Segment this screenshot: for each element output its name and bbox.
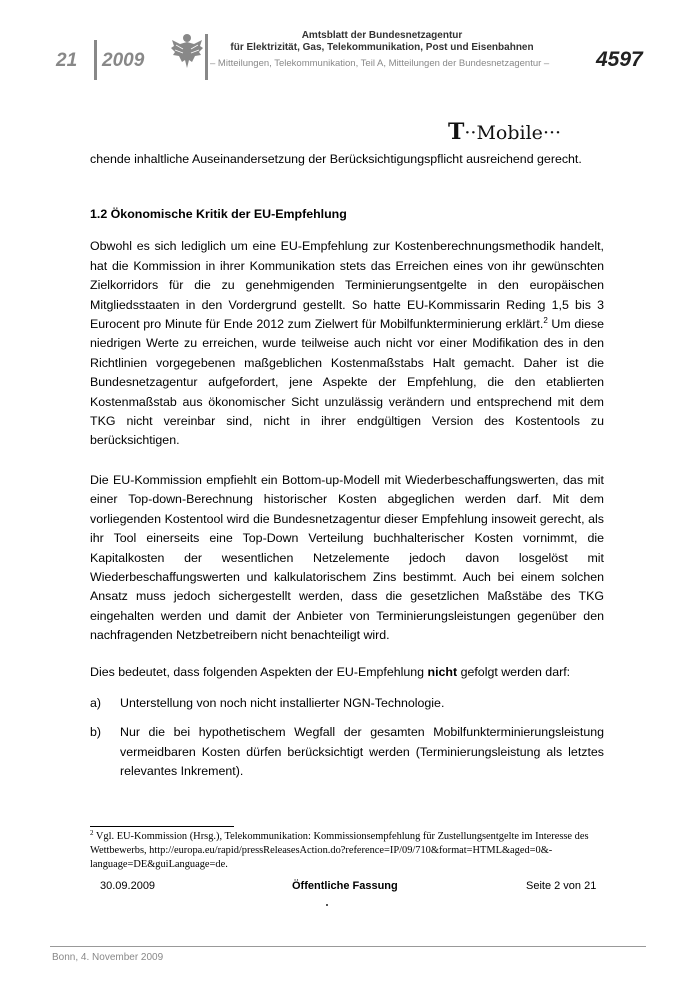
footnote-text: Vgl. EU-Kommission (Hrsg.), Telekommunikation: Kommissionsempfehlung für Zustellungsentgelte im Interesse des Wettbewerbs, http://europa.eu/rapid/pressReleasesAction.do?reference=IP/09/710&format=HTML&aged=0&-language=DE&guiLanguage=de. bbox=[90, 831, 589, 870]
aspect-list bbox=[90, 694, 604, 782]
footer-date: 30.09.2009 bbox=[100, 880, 156, 892]
footnote-number: 2 bbox=[90, 829, 94, 837]
paragraph-3-emphasis: nicht bbox=[427, 664, 458, 679]
list-item-text: Nur die bei hypothetischem Wegfall der gesamten Mobilfunkterminierungsleistung vermeidbaren Kosten dürfen berücksichtigt werden (Terminierungsleistung als letztes relevantes Inkrement). bbox=[120, 725, 604, 779]
paragraph-1-part-b: Um diese niedrigen Werte zu erreichen, wurde teilweise auch nicht vor einer Modifikation des in den Richtlinien vorgegebenen maßgeblichen Kostenmaßstabs Halt gemacht. Daher ist die Bundesnetzagentur aufgefordert, jene Aspekte der Empfehlung, die den etablierten Kostenmaßstab aus ökonomischer Sicht unzulässig verändern und entsprechend mit dem TKG nicht vereinbar sind, nicht in ihrer endgültigen Version des Kostentools zu berücksichtigen. bbox=[90, 317, 604, 448]
bottom-rule bbox=[50, 946, 646, 947]
logo-dots-end: ··· bbox=[542, 122, 562, 144]
list-item-label: a) bbox=[90, 695, 102, 710]
header-separator bbox=[94, 40, 97, 80]
paragraph-3 bbox=[90, 663, 604, 682]
footer-page-count: Seite 2 von 21 bbox=[526, 880, 597, 892]
paragraph-2: Die EU-Kommission empfiehlt ein Bottom-up-Modell mit Wiederbeschaffungswerten, das mit einer Top-down-Berechnung historischer Kosten abgeglichen werden darf. Mit dem vorliegenden Kostentool wird die Bundesnetzagentur dieser Empfehlung insoweit gerecht, als ihr Tool einerseits eine Top-Down Verteilung buchhalterischer Kosten vornimmt, die Kapitalkosten der wesentlichen Netzelemente jedoch davon losgelöst mit Wiederbeschaffungswerten und kalkulatorischem Zins bestimmt. Auch bei einem solchen Ansatz muss jedoch sichergestellt werden, dass die gesetzlichen Maßstäbe des TKG eingehalten werden und damit der Anbieter von Terminierungsleistungen gegenüber den nachfragenden Netzbetreibern nicht benachteiligt wird. bbox=[90, 472, 604, 643]
continuation-paragraph: chende inhaltliche Auseinandersetzung der Berücksichtigungspflicht ausreichend gerecht. bbox=[90, 152, 582, 166]
publication-date: Bonn, 4. November 2009 bbox=[52, 952, 164, 963]
paragraph-3-part-b: gefolgt werden darf: bbox=[457, 664, 571, 679]
gazette-title bbox=[212, 30, 552, 54]
header-separator-right bbox=[205, 34, 208, 80]
issue-year: 2009 bbox=[102, 50, 145, 71]
section-heading: 1.2 Ökonomische Kritik der EU-Empfehlung bbox=[90, 207, 347, 222]
list-item bbox=[90, 694, 604, 713]
list-item-label: b) bbox=[90, 725, 102, 740]
footnote bbox=[90, 830, 604, 872]
footer-classification: Öffentliche Fassung bbox=[292, 880, 398, 892]
footnote-reference[interactable]: 2 bbox=[543, 316, 548, 326]
issue-number: 21 bbox=[56, 50, 78, 71]
footnote-rule bbox=[90, 826, 234, 827]
scan-dot bbox=[326, 904, 328, 906]
logo-t: T bbox=[448, 119, 465, 145]
list-item-text: Unterstellung von noch nicht installierter NGN-Technologie. bbox=[120, 695, 445, 710]
gazette-subtitle: – Mitteilungen, Telekommunikation, Teil A, Mitteilungen der Bundesnetzagentur – bbox=[210, 58, 550, 69]
logo-word: Mobile bbox=[476, 122, 543, 144]
paragraph-1-part-a: Obwohl es sich lediglich um eine EU-Empfehlung zur Kostenberechnungsmethodik handelt, hat die Kommission in ihrer Kommunikation stets das Erreichen eines von ihr gewünschten Zielkorridors für die zu genehmigenden Terminierungsentgelte in den europäischen Mitgliedsstaaten in den Vordergrund gestellt. So hatte EU-Kommissarin Reding 1,5 bis 3 Eurocent pro Minute für Ende 2012 zum Zielwert für Mobilfunkterminierung erklärt. bbox=[90, 239, 604, 332]
logo-dots-mid: ·· bbox=[464, 122, 477, 144]
list-item bbox=[90, 723, 604, 781]
t-mobile-logo bbox=[448, 119, 561, 145]
document-body bbox=[90, 150, 604, 792]
paragraph-1 bbox=[90, 237, 604, 450]
gazette-title-line2: für Elektrizität, Gas, Telekommunikation, Post und Eisenbahnen bbox=[230, 42, 534, 53]
gazette-title-line1: Amtsblatt der Bundesnetzagentur bbox=[301, 30, 463, 41]
gazette-page-number: 4597 bbox=[596, 48, 643, 71]
paragraph-3-part-a: Dies bedeutet, dass folgenden Aspekten der EU-Empfehlung bbox=[90, 664, 428, 679]
federal-eagle-icon bbox=[170, 30, 204, 70]
